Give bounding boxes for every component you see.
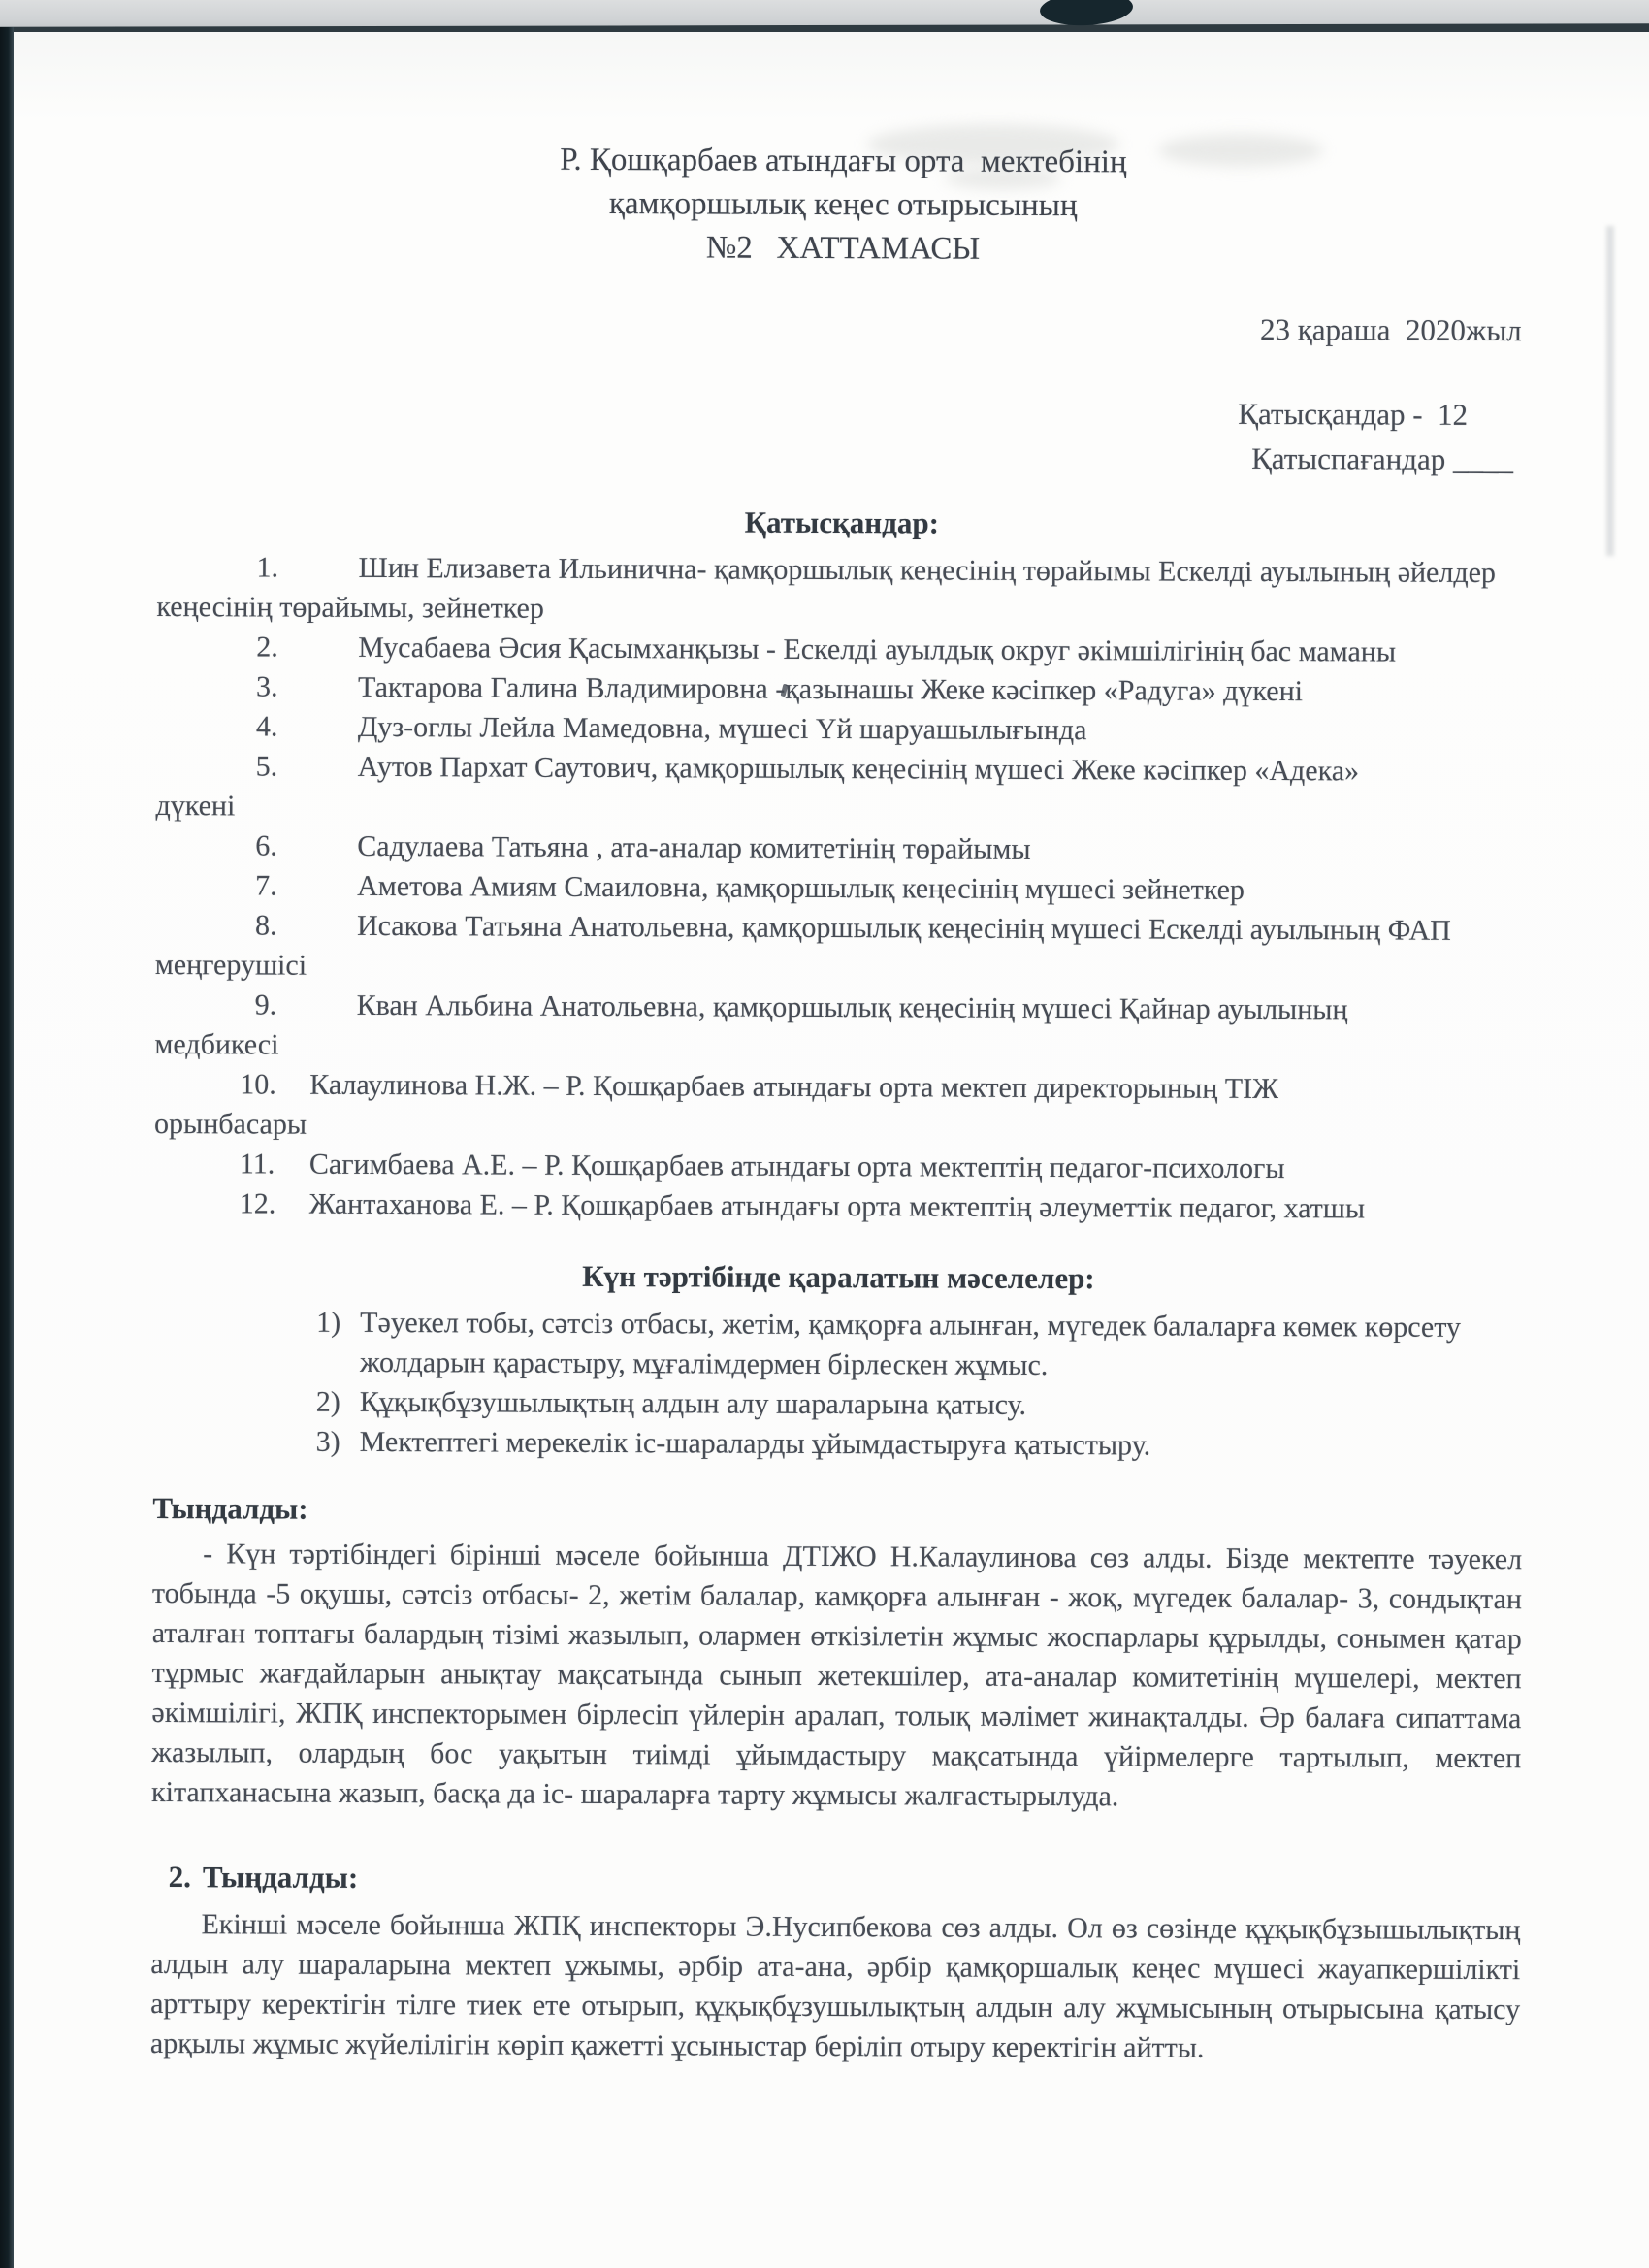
- attendee-item: [154, 1144, 1314, 1188]
- attendee-number: 3.: [255, 670, 278, 703]
- attendee-number: 6.: [255, 829, 277, 862]
- attendee-text: Шин Елизавета Ильинична- қамқоршылық кеңесінің төрайымы Ескелді ауылының әйелдер кеңесінің төрайымы, зейнеткер: [156, 551, 1497, 625]
- attendee-text: Мусабаева Әсия Қасымханқызы - Ескелді ауылдық округ әкімшілігінің бас маманы: [358, 631, 1397, 668]
- agenda-text: Тәуекел тобы, сәтсіз отбасы, жетім, қамқорға алынған, мүгедек балаларға көмек көрсету жолдарын қарастыру, мұғалімдермен бірлескен жұмыс.: [359, 1306, 1462, 1382]
- attendee-text: Садулаева Татьяна , ата-аналар комитетінің төрайымы: [357, 829, 1031, 865]
- agenda-item: [153, 1421, 1523, 1467]
- attendee-item: [155, 826, 1525, 871]
- agenda-number: 3): [315, 1425, 340, 1458]
- attendee-item: [155, 905, 1525, 990]
- attendee-item: [156, 706, 1526, 752]
- agenda-item: [153, 1302, 1523, 1387]
- agenda-heading: Күн тәртібінде қаралатын мәселелер:: [582, 1258, 1095, 1296]
- scanned-page: [14, 32, 1649, 2268]
- attendee-number: 1.: [256, 551, 279, 584]
- attendees-heading: Қатысқандар:: [744, 504, 940, 540]
- agenda-text: Құқықбұзушылықтың алдын алу шараларына қатысу.: [359, 1385, 1027, 1421]
- attendance-absent-count: Қатыспағандар ____: [1251, 440, 1514, 477]
- attendance-summary: [1238, 392, 1513, 482]
- heard-section-1-heading: Тыңдалды:: [152, 1490, 308, 1526]
- attendee-item: [156, 547, 1526, 632]
- attendee-text: Калаулинова Н.Ж. – Р. Қошқарбаев атындағы орта мектеп директорының ТІЖ орынбасары: [154, 1068, 1279, 1141]
- attendee-text: Жантаханова Е. – Р. Қошқарбаев атындағы орта мектептің әлеуметтік педагог, хатшы: [308, 1187, 1366, 1225]
- scan-streak: [1606, 226, 1614, 556]
- heard-section-2-heading: [151, 1857, 1521, 1902]
- attendee-number: 5.: [255, 750, 278, 783]
- document-date: 23 қараша 2020жыл: [1259, 311, 1522, 348]
- heard-section-2-label: Тыңдалды:: [202, 1860, 359, 1895]
- attendee-text: Дуз-оглы Лейла Мамедовна, мүшесі Үй шаруашылығында: [357, 710, 1087, 747]
- attendee-text: Исакова Татьяна Анатольевна, қамқоршылық кеңесінің мүшесі Ескелді ауылының ФАП меңгерушісі: [154, 909, 1451, 982]
- attendee-item: [154, 1183, 1524, 1229]
- attendee-number: 10.: [240, 1068, 276, 1101]
- agenda-list: [153, 1302, 1524, 1467]
- heard-section-2-text: Екінші мәселе бойынша ЖПҚ инспекторы Э.Нусипбекова сөз алды. Ол өз сөзінде құқықбұзышылықтың алдын алу шараларына мектеп ұжымы, әрбір ата-ана, әрбір қамқоршалық кеңес мүшесі жауапкершілікті арттыру керектігін тілге тиек ете отырып, құқықбұзушылықтың алдын алу жұмысының отырысына қатысу арқылы жұмыс жүйелілігін көріп қажетті ұсыныстар беріліп отыру керектігін айтты.: [149, 1908, 1521, 2064]
- attendee-item: [156, 666, 1526, 712]
- attendee-item: [155, 865, 1525, 911]
- attendee-item: [156, 627, 1398, 672]
- attendee-number: 9.: [254, 988, 277, 1021]
- attendee-number: 12.: [239, 1187, 276, 1220]
- agenda-number: 1): [316, 1306, 341, 1339]
- attendee-text: Сагимбаева А.Е. – Р. Қошқарбаев атындағы орта мектептің педагог-психологы: [308, 1148, 1285, 1185]
- attendee-text: Кван Альбина Анатольевна, қамқоршылық кеңесінің мүшесі Қайнар ауылының медбикесі: [154, 988, 1348, 1061]
- attendee-item: [154, 985, 1415, 1070]
- attendee-text: Тактарова Галина Владимировна -қазынашы Жеке кәсіпкер «Радуга» дүкені: [357, 670, 1304, 708]
- attendee-number: 11.: [239, 1148, 275, 1181]
- title-line-3: №2 ХАТТАМАСЫ: [705, 230, 981, 267]
- document-content: [150, 32, 1529, 2069]
- attendee-number: 7.: [255, 869, 277, 902]
- attendee-text: Аметова Амиям Смаиловна, қамқоршылық кеңесінің мүшесі зейнеткер: [357, 869, 1245, 906]
- scanner-left-edge-shadow: [0, 27, 14, 2268]
- agenda-number: 2): [315, 1385, 340, 1418]
- attendee-text: Аутов Пархат Саутович, қамқоршылық кеңесінің мүшесі Жеке кәсіпкер «Адека» дүкені: [155, 750, 1360, 823]
- attendees-list: [154, 547, 1527, 1229]
- agenda-item: [153, 1381, 1523, 1427]
- heard-section-1-text: - Күн тәртібіндегі бірінші мәселе бойынша ДТІЖО Н.Калаулинова сөз алды. Бізде мектепте тәуекел тобында -5 оқушы, сәтсіз отбасы- 2, жетім балалар, камқорға алынған - жоқ, мүгедек балалар- 3, сондықтан аталған топтағы балардың тізімі жазылып, олармен өткізілетін жұмыс жоспарлары құрылды, сонымен қатар тұрмыс жағдайларын анықтау мақсатында сынып жетекшілер, ата-аналар комитетінің мүшелері, мектеп әкімшілігі, ЖПҚ инспекторымен бірлесіп үйлерін аралап, толық мәлімет жинақталды. Әр балаға сипаттама жазылып, олардың бос уақытын тиімді ұйымдастыру мақсатында үйірмелерге тартылып, мектеп кітапханасына жазып, басқа да іс- шараларға тарту жұмысы жалғастырылуда.: [151, 1538, 1523, 1813]
- document-title: [158, 137, 1529, 274]
- agenda-text: Мектептегі мерекелік іс-шараларды ұйымдастыруға қатыстыру.: [359, 1425, 1151, 1462]
- attendee-number: 2.: [256, 631, 278, 664]
- attendee-item: [155, 746, 1416, 831]
- attendee-number: 8.: [254, 909, 277, 942]
- title-line-1: Р. Қошқарбаев атындағы орта мектебінің: [560, 142, 1127, 180]
- attendee-number: 4.: [255, 710, 278, 743]
- attendee-item: [154, 1064, 1415, 1150]
- heard-section-2-number: 2.: [168, 1860, 192, 1895]
- title-line-2: қамқоршылық кеңес отырысының: [608, 186, 1078, 224]
- attendance-present-count: Қатысқандар - 12: [1238, 396, 1469, 432]
